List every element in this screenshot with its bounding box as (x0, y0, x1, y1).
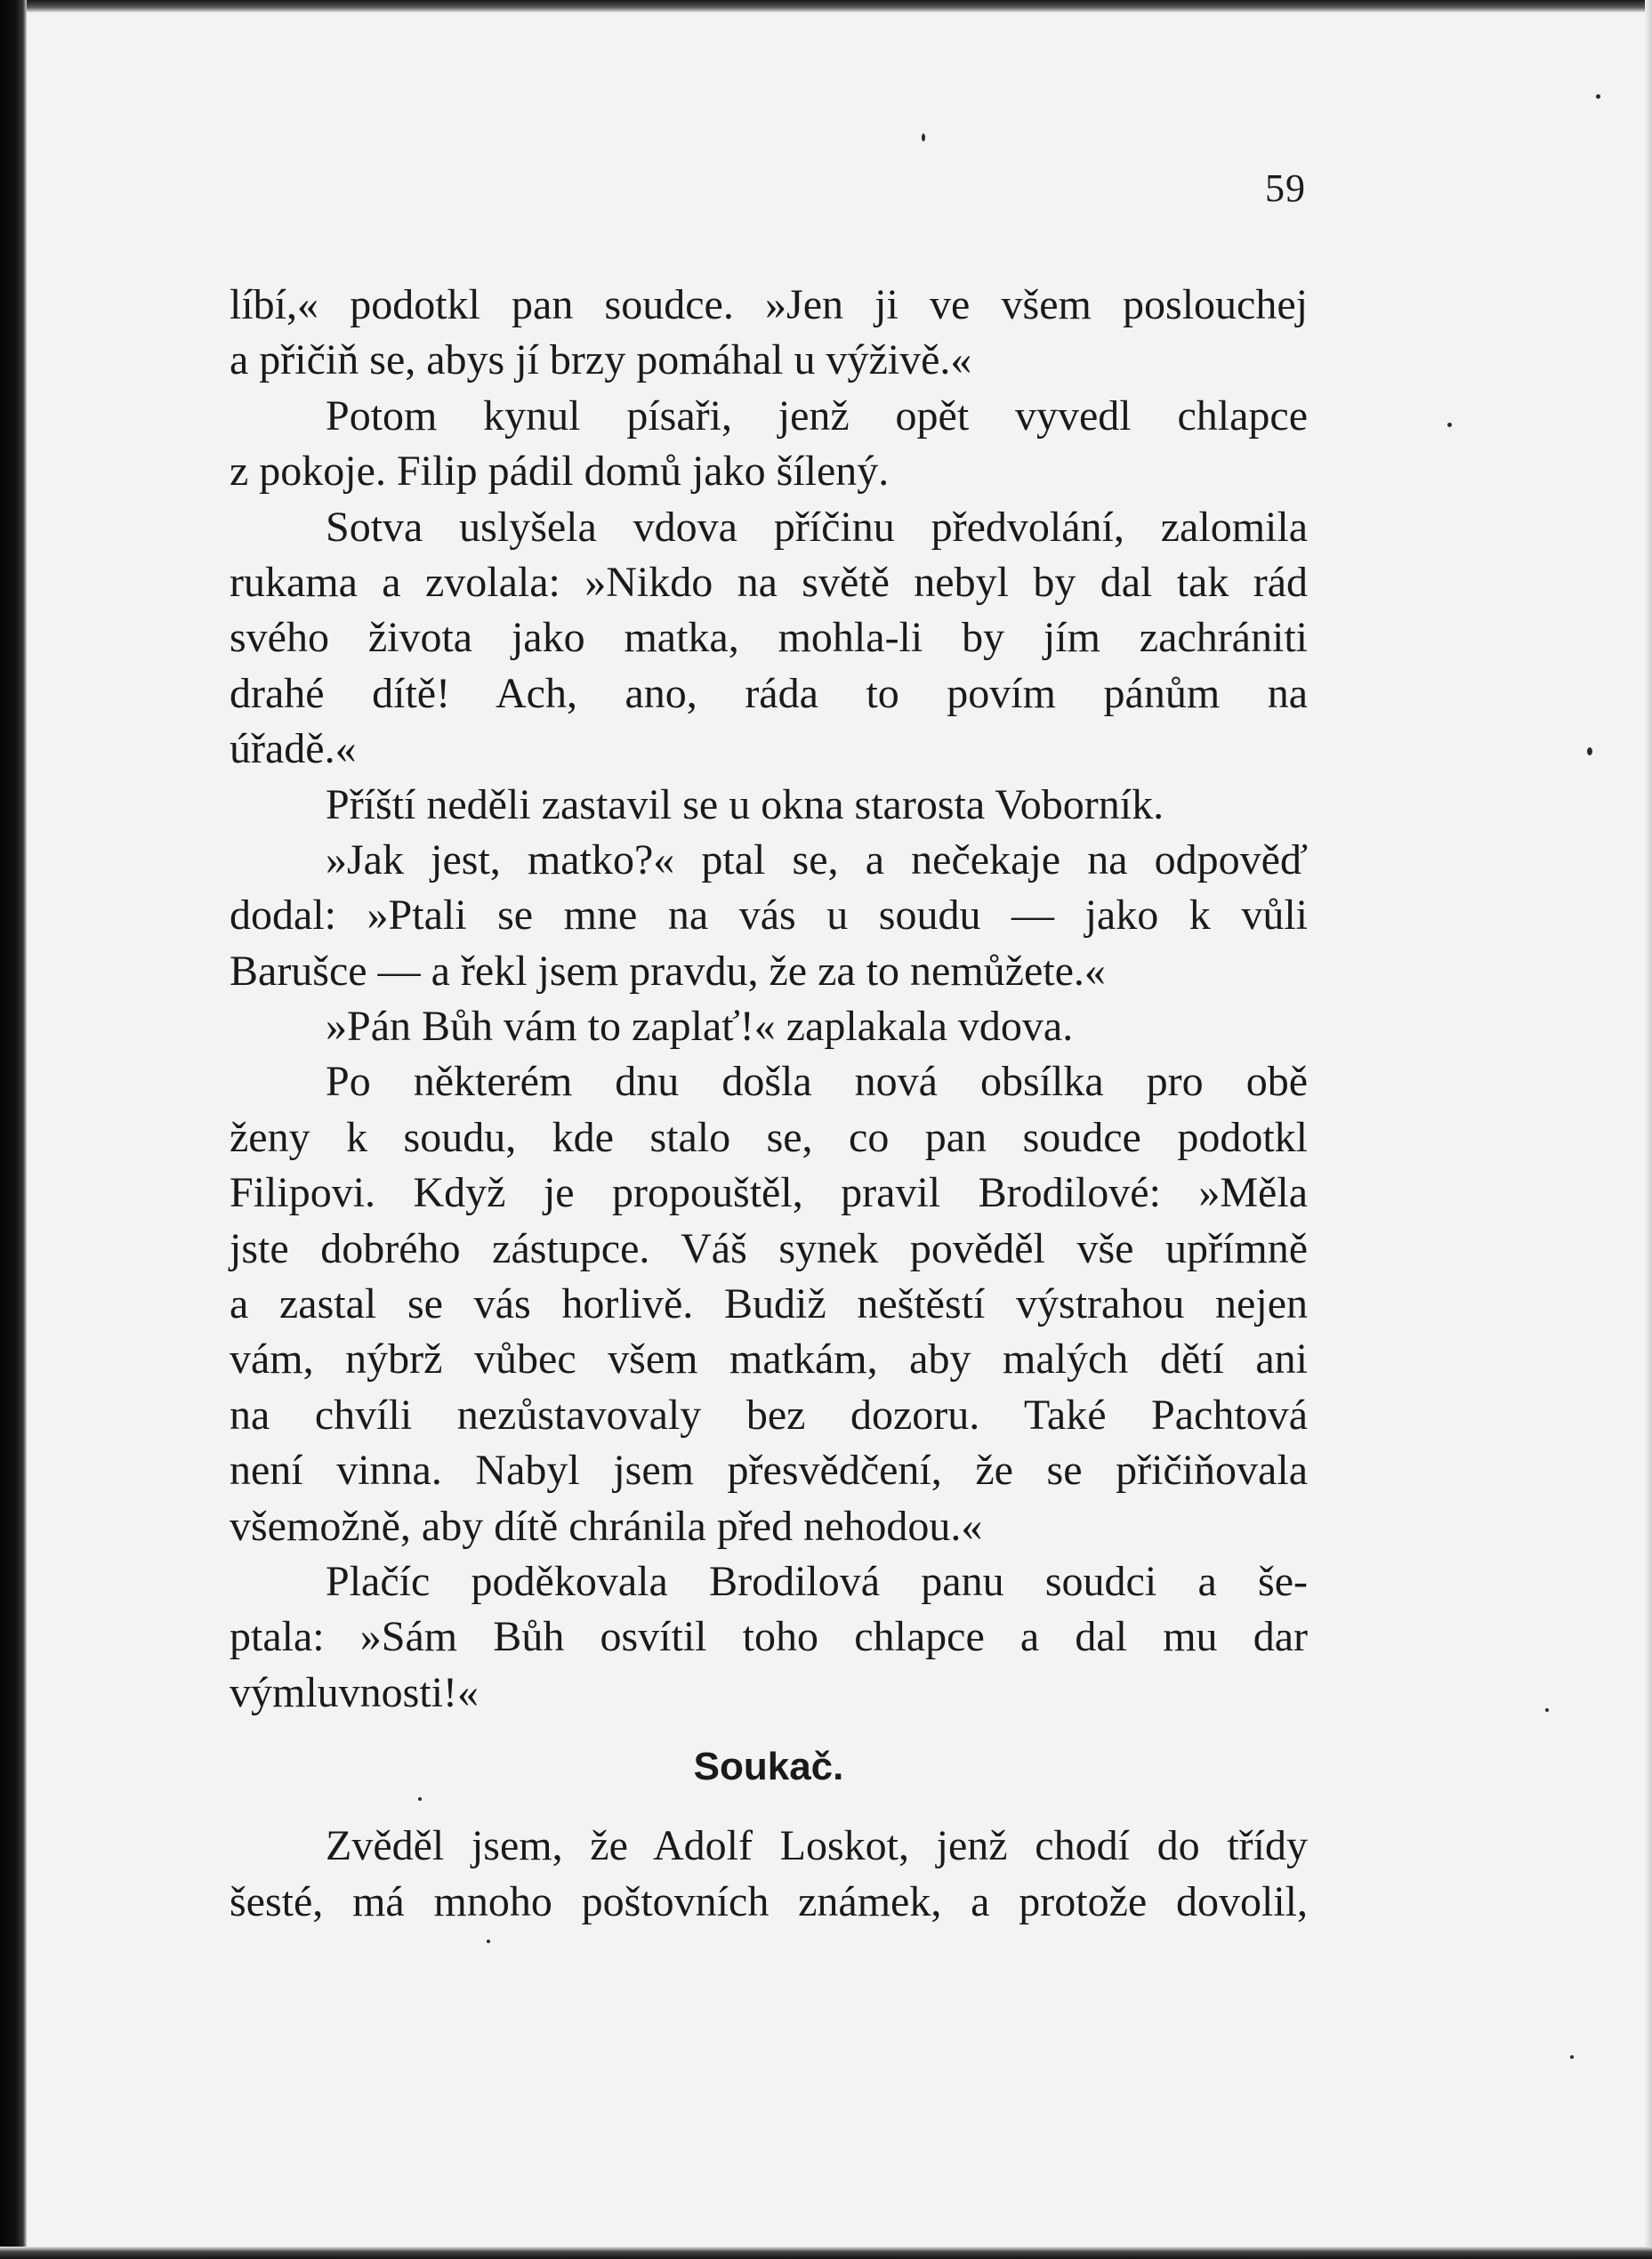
page-number: 59 (1265, 166, 1306, 210)
text-line: na chvíli nezůstavovaly bez dozoru. Také Pachtová (230, 1391, 1308, 1439)
scan-speck (487, 1940, 490, 1943)
text-line: a zastal se vás horlivě. Budiž neštěstí výstrahou nejen (230, 1280, 1308, 1328)
text-line: výmluvnosti!« (230, 1668, 479, 1716)
text-line: Příští neděli zastavil se u okna starosta Voborník. (326, 780, 1164, 828)
text-line: svého života jako matka, mohla-li by jím zachrániti (230, 614, 1308, 662)
text-line: ženy k soudu, kde stalo se, co pan soudce podotkl (230, 1113, 1308, 1161)
scan-speck (922, 133, 925, 141)
text-line: »Pán Bůh vám to zaplať!« zaplakala vdova. (326, 1003, 1074, 1051)
text-line: Plačíc poděkovala Brodilová panu soudci a še- (326, 1557, 1308, 1605)
text-line: a přičiň se, abys jí brzy pomáhal u výživě.« (230, 336, 972, 384)
text-line: Po některém dnu došla nová obsílka pro obě (326, 1058, 1308, 1106)
scan-border-bottom (0, 2247, 1652, 2259)
section-heading: Soukač. (693, 1745, 844, 1789)
text-line: ptala: »Sám Bůh osvítil toho chlapce a dal mu dar (230, 1613, 1308, 1661)
text-line: drahé dítě! Ach, ano, ráda to povím pánům na (230, 669, 1308, 717)
text-line: rukama a zvolala: »Nikdo na světě nebyl by dal tak rád (230, 558, 1308, 606)
body-text (230, 278, 1308, 1930)
scan-border-left (0, 0, 27, 2259)
text-line: není vinna. Nabyl jsem přesvědčení, že se přičiňovala (230, 1447, 1308, 1495)
text-line: jste dobrého zástupce. Váš synek pověděl vše upřímně (230, 1224, 1308, 1272)
text-line: všemožně, aby dítě chránila před nehodou.« (230, 1502, 983, 1550)
scan-speck (1447, 423, 1452, 427)
scan-speck (1596, 94, 1600, 99)
text-line: Sotva uslyšela vdova příčinu předvolání, zalomila (326, 503, 1308, 551)
text-line: Filipovi. Když je propouštěl, pravil Brodilové: »Měla (230, 1169, 1308, 1217)
text-line: Barušce — a řekl jsem pravdu, že za to nemůžete.« (230, 947, 1106, 995)
text-line: líbí,« podotkl pan soudce. »Jen ji ve všem poslouchej (230, 281, 1308, 328)
text-line: úřadě.« (230, 725, 357, 773)
scan-border-right (1645, 0, 1652, 2259)
text-line: dodal: »Ptali se mne na vás u soudu — jako k vůli (230, 891, 1308, 940)
scan-speck (1570, 2055, 1574, 2059)
text-line: Zvěděl jsem, že Adolf Loskot, jenž chodí do třídy (326, 1822, 1308, 1870)
text-line: z pokoje. Filip pádil domů jako šílený. (230, 448, 890, 496)
text-line: »Jak jest, matko?« ptal se, a nečekaje na odpověď (326, 835, 1308, 883)
text-line: Potom kynul písaři, jenž opět vyvedl chlapce (326, 391, 1308, 440)
scan-border-top (0, 0, 1652, 12)
scan-speck (1587, 747, 1592, 755)
text-line: vám, nýbrž vůbec všem matkám, aby malých dětí ani (230, 1335, 1308, 1384)
scan-speck (1545, 1708, 1549, 1712)
text-line: šesté, má mnoho poštovních známek, a protože dovolil, (230, 1877, 1308, 1925)
